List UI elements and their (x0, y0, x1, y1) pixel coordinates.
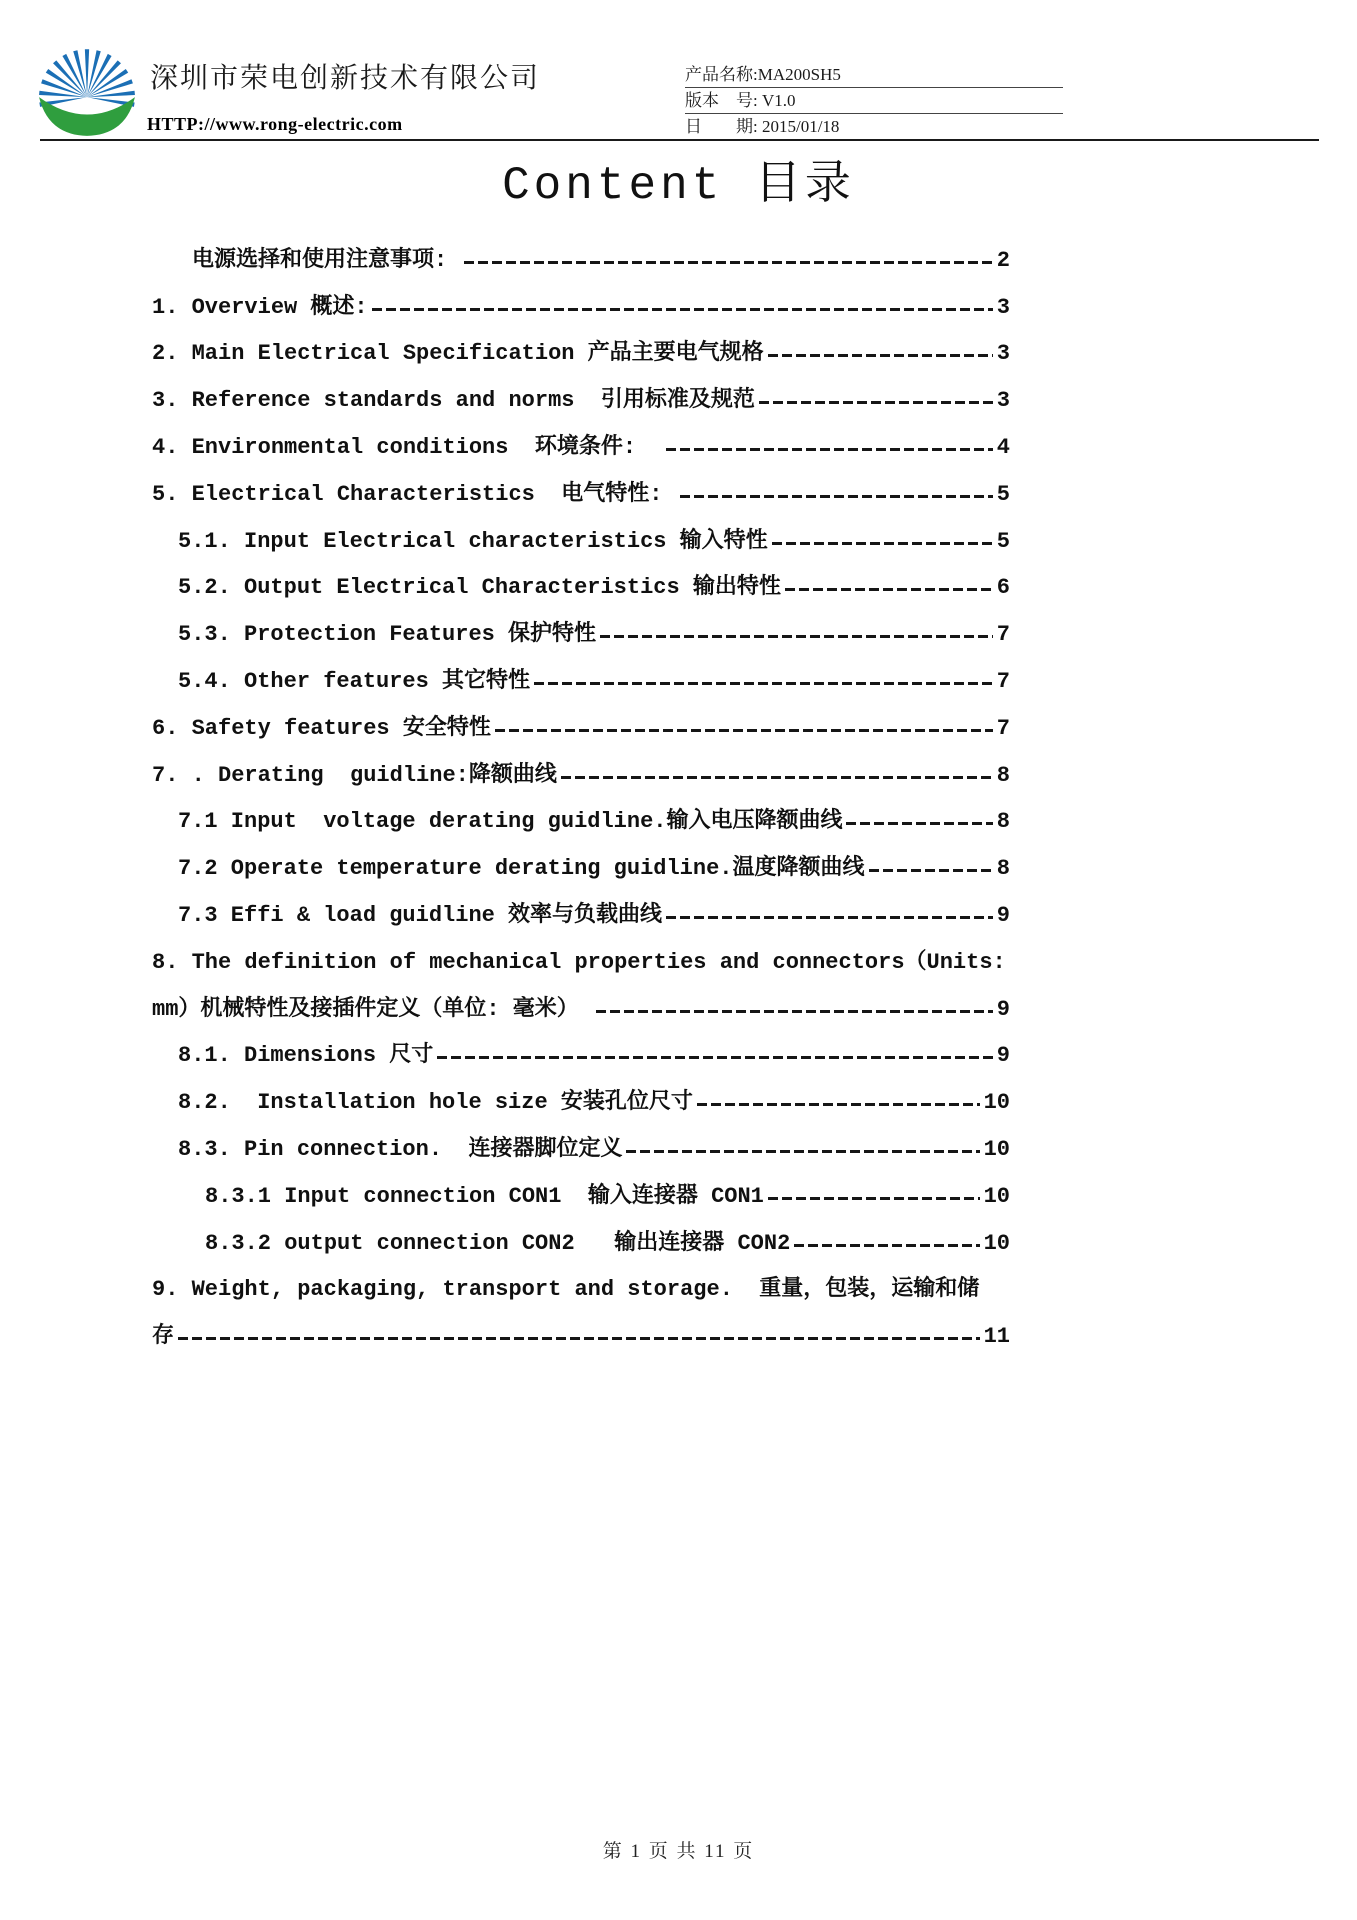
toc-entry-text: 5.3. Protection Features 保护特性 (178, 622, 597, 648)
toc-page-number: 8 (996, 856, 1010, 882)
toc-row (152, 653, 1010, 700)
toc-list (152, 232, 1010, 1355)
company-logo (36, 38, 138, 140)
toc-entry-text: 1. Overview 概述: (152, 294, 368, 320)
toc-page-number: 8 (996, 762, 1010, 788)
toc-row (152, 981, 1010, 1028)
toc-row (152, 279, 1010, 326)
toc-page-number: 3 (996, 341, 1010, 367)
toc-dash-leader (869, 869, 993, 872)
toc-entry-text: 2. Main Electrical Specification 产品主要电气规格 (152, 341, 764, 367)
toc-dash-leader (561, 776, 993, 779)
toc-entry-text: 7. . Derating guidline:降额曲线 (152, 762, 557, 788)
toc-page-number: 7 (996, 715, 1010, 741)
toc-dash-leader (666, 916, 993, 919)
page-number-footer: 第 1 页 共 11 页 (602, 1841, 755, 1862)
toc-row (152, 606, 1010, 653)
toc-entry-text: 4. Environmental conditions 环境条件: (152, 434, 663, 460)
toc-row (152, 232, 1010, 279)
toc-dash-leader (846, 822, 992, 825)
toc-entry-text: 9. Weight, packaging, transport and storage. 重量，包装，运输和储 (152, 1277, 980, 1303)
toc-dash-leader (437, 1056, 993, 1059)
product-version: 版本 号: V1.0 (685, 88, 1063, 114)
toc-page-number: 10 (983, 1136, 1010, 1162)
toc-row (152, 372, 1010, 419)
toc-dash-leader (626, 1150, 979, 1153)
toc-page-number: 9 (996, 1043, 1010, 1069)
toc-entry-text: 8.2. Installation hole size 安装孔位尺寸 (178, 1090, 693, 1116)
toc-dash-leader (680, 495, 993, 498)
toc-entry-text: 电源选择和使用注意事项: (192, 247, 461, 273)
toc-page-number: 3 (996, 388, 1010, 414)
sunburst-logo-icon (36, 38, 138, 140)
toc-entry-text: 8.3. Pin connection. 连接器脚位定义 (178, 1136, 623, 1162)
toc-entry-text: 8.3.2 output connection CON2 输出连接器 CON2 (205, 1230, 791, 1256)
toc-dash-leader (768, 354, 993, 357)
toc-row (152, 1168, 1010, 1215)
toc-dash-leader (534, 682, 993, 685)
toc-entry-text: 3. Reference standards and norms 引用标准及规范 (152, 388, 755, 414)
toc-entry-text: 8.3.1 Input connection CON1 输入连接器 CON1 (205, 1183, 764, 1209)
toc-entry-text: 8.1. Dimensions 尺寸 (178, 1043, 434, 1069)
product-name: 产品名称:MA200SH5 (685, 62, 1063, 88)
product-info-block (685, 62, 1063, 139)
toc-row (152, 887, 1010, 934)
toc-entry-text: 7.1 Input voltage derating guidline.输入电压降额曲线 (178, 809, 843, 835)
toc-row (152, 466, 1010, 513)
logo-rays (39, 49, 135, 107)
toc-page-number: 7 (996, 668, 1010, 694)
toc-dash-leader (759, 401, 993, 404)
toc-page-number: 10 (983, 1230, 1010, 1256)
toc-row (152, 326, 1010, 373)
toc-dash-leader (178, 1337, 980, 1340)
toc-page-number: 3 (996, 294, 1010, 320)
product-date: 日 期: 2015/01/18 (685, 117, 840, 136)
toc-entry-text: 5.4. Other features 其它特性 (178, 668, 531, 694)
toc-entry-text: 6. Safety features 安全特性 (152, 715, 491, 741)
toc-page-number: 5 (996, 481, 1010, 507)
toc-row (152, 794, 1010, 841)
toc-page-number: 9 (996, 902, 1010, 928)
toc-entry-text: 5. Electrical Characteristics 电气特性: (152, 481, 676, 507)
toc-row (152, 1028, 1010, 1075)
page-title: Content 目录 (502, 160, 855, 212)
toc-row (152, 840, 1010, 887)
toc-page-number: 10 (983, 1183, 1010, 1209)
toc-dash-leader (794, 1244, 979, 1247)
toc-row (152, 1121, 1010, 1168)
toc-dash-leader (464, 261, 992, 264)
toc-row (152, 560, 1010, 607)
toc-entry-text: 8. The definition of mechanical properties and connectors（Units: (152, 949, 1006, 975)
toc-page-number: 9 (996, 996, 1010, 1022)
toc-dash-leader (768, 1197, 980, 1200)
toc-dash-leader (666, 448, 992, 451)
toc-page-number: 6 (996, 575, 1010, 601)
toc-entry-text: 7.2 Operate temperature derating guidline.温度降额曲线 (178, 856, 865, 882)
toc-page-number: 11 (983, 1324, 1010, 1350)
toc-row (152, 1308, 1010, 1355)
toc-row (152, 700, 1010, 747)
toc-entry-text: mm）机械特性及接插件定义（单位: 毫米） (152, 996, 593, 1022)
toc-entry-text: 5.1. Input Electrical characteristics 输入特性 (178, 528, 768, 554)
toc-dash-leader (495, 729, 993, 732)
toc-row (152, 1074, 1010, 1121)
toc-dash-leader (600, 635, 993, 638)
toc-entry-text: 存 (152, 1324, 175, 1350)
toc-row (152, 419, 1010, 466)
toc-row (152, 747, 1010, 794)
company-name: 深圳市荣电创新技术有限公司 (150, 63, 541, 94)
toc-page-number: 7 (996, 622, 1010, 648)
toc-row (152, 1215, 1010, 1262)
toc-entry-text: 5.2. Output Electrical Characteristics 输出特性 (178, 575, 781, 601)
toc-page-number: 8 (996, 809, 1010, 835)
toc-dash-leader (372, 308, 993, 311)
toc-dash-leader (596, 1010, 993, 1013)
toc-entry-text: 7.3 Effi & load guidline 效率与负载曲线 (178, 902, 663, 928)
toc-page-number: 10 (983, 1090, 1010, 1116)
toc-row (152, 934, 1010, 981)
toc-page-number: 2 (996, 247, 1010, 273)
toc-dash-leader (772, 542, 993, 545)
company-website: HTTP://www.rong-electric.com (147, 114, 403, 134)
toc-row (152, 513, 1010, 560)
toc-dash-leader (697, 1103, 980, 1106)
toc-row (152, 1262, 1010, 1309)
toc-page-number: 4 (996, 434, 1010, 460)
toc-page-number: 5 (996, 528, 1010, 554)
toc-dash-leader (785, 588, 993, 591)
header-divider (40, 139, 1319, 141)
